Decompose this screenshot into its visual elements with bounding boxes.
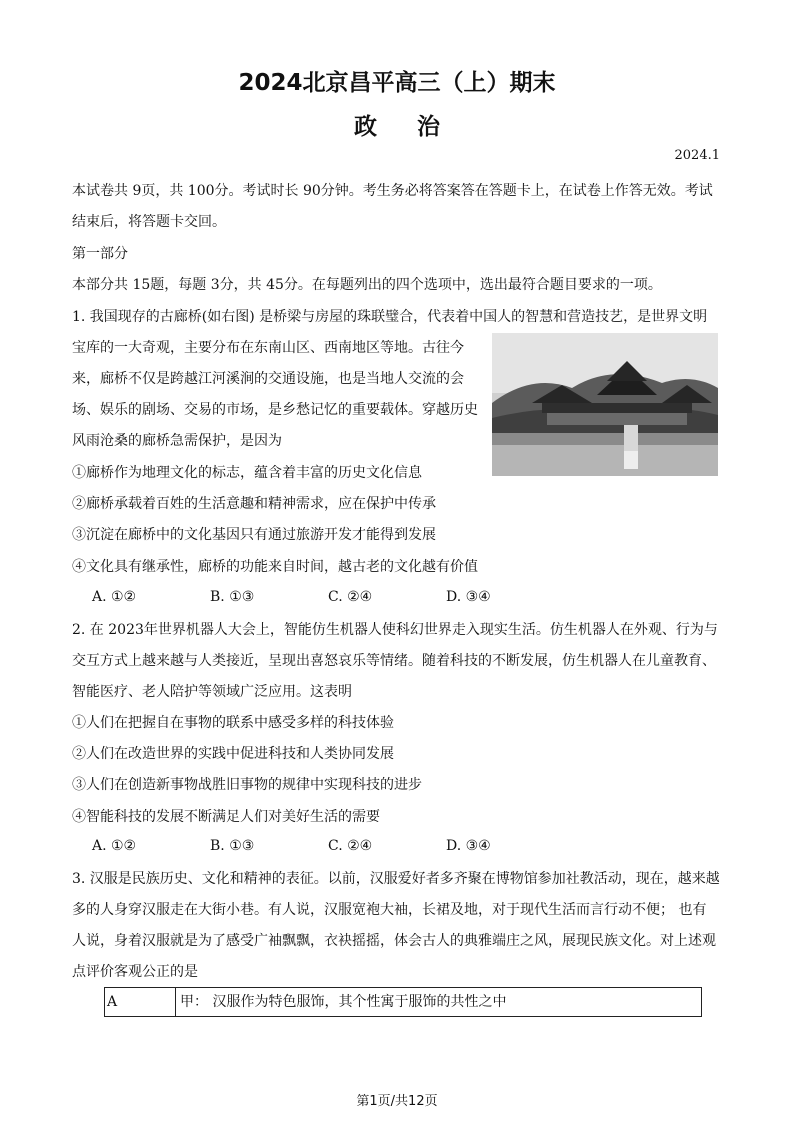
- q1-statement: ④文化具有继承性，廊桥的功能来自时间，越古老的文化越有价值: [72, 559, 478, 575]
- covered-bridge-photo: [492, 333, 718, 476]
- q1-stem-line: 场、娱乐的剧场、交易的市场，是乡愁记忆的重要载体。穿越历史: [72, 402, 478, 418]
- q1-stem-line: 宝库的一大奇观，主要分布在东南山区、西南地区等地。古往今: [72, 340, 464, 356]
- q3-option-table: [104, 987, 702, 1017]
- q3-option-content: 甲： 汉服作为特色服饰，其个性寓于服饰的共性之中: [180, 994, 507, 1010]
- q2-stem-line: 交互方式上越来越与人类接近，呈现出喜怒哀乐等情绪。随着科技的不断发展，仿生机器人在儿童教育、: [72, 653, 716, 669]
- q3-stem-line: 人说，身着汉服就是为了感受广袖飘飘，衣袂摇摇，体会古人的典雅端庄之风，展现民族文化。对上述观: [72, 933, 716, 949]
- q2-option-a[interactable]: A. ①②: [92, 838, 137, 854]
- q3-option-label[interactable]: A: [105, 988, 176, 1016]
- q2-statement: ④智能科技的发展不断满足人们对美好生活的需要: [72, 809, 380, 825]
- q1-stem-line: 1. 我国现存的古廊桥(如右图) 是桥梁与房屋的珠联璧合，代表着中国人的智慧和营造技艺，是世界文明: [72, 309, 708, 325]
- q3-stem-line: 多的人身穿汉服走在大街小巷。有人说，汉服宽袍大袖，长裙及地，对于现代生活而言行动不便； 也有: [72, 902, 707, 918]
- q1-options: [92, 589, 564, 605]
- intro-line: 结束后，将答题卡交回。: [72, 214, 226, 230]
- exam-date: 2024.1: [674, 148, 720, 163]
- subject-title: 政治: [354, 114, 480, 140]
- page-number: 第1页/共12页: [356, 1094, 438, 1109]
- q2-statement: ③人们在创造新事物战胜旧事物的规律中实现科技的进步: [72, 777, 422, 793]
- q1-option-c[interactable]: C. ②④: [328, 589, 373, 605]
- q2-option-c[interactable]: C. ②④: [328, 838, 373, 854]
- section-instruction: 本部分共 15题，每题 3分，共 45分。在每题列出的四个选项中，选出最符合题目要求的一项。: [72, 277, 662, 293]
- q2-statement: ①人们在把握自在事物的联系中感受多样的科技体验: [72, 715, 394, 731]
- q2-options: [92, 838, 564, 854]
- q1-statement: ②廊桥承载着百姓的生活意趣和精神需求，应在保护中传承: [72, 496, 436, 512]
- q2-statement: ②人们在改造世界的实践中促进科技和人类协同发展: [72, 746, 394, 762]
- q1-option-d[interactable]: D. ③④: [446, 589, 491, 605]
- q2-option-d[interactable]: D. ③④: [446, 838, 491, 854]
- q3-stem-line: 3. 汉服是民族历史、文化和精神的表征。以前，汉服爱好者多齐聚在博物馆参加社教活动，现在，越来越: [72, 871, 720, 887]
- q1-statement: ③沉淀在廊桥中的文化基因只有通过旅游开发才能得到发展: [72, 527, 436, 543]
- q2-stem-line: 2. 在 2023年世界机器人大会上，智能仿生机器人使科幻世界走入现实生活。仿生机器人在外观、行为与: [72, 622, 718, 638]
- q1-statement: ①廊桥作为地理文化的标志，蕴含着丰富的历史文化信息: [72, 465, 422, 481]
- q1-stem-line: 风雨沧桑的廊桥急需保护，是因为: [72, 433, 282, 449]
- q3-stem-line: 点评价客观公正的是: [72, 964, 198, 980]
- q2-stem-line: 智能医疗、老人陪护等领域广泛应用。这表明: [72, 684, 352, 700]
- intro-line: 本试卷共 9页，共 100分。考试时长 90分钟。考生务必将答案答在答题卡上，在试卷上作答无效。考试: [72, 183, 713, 199]
- q1-option-a[interactable]: A. ①②: [92, 589, 137, 605]
- q1-stem-line: 来，廊桥不仅是跨越江河溪涧的交通设施，也是当地人交流的会: [72, 371, 464, 387]
- q1-option-b[interactable]: B. ①③: [210, 589, 255, 605]
- q2-option-b[interactable]: B. ①③: [210, 838, 255, 854]
- section-name: 第一部分: [72, 246, 128, 262]
- exam-title: 2024北京昌平高三（上）期末: [238, 70, 556, 96]
